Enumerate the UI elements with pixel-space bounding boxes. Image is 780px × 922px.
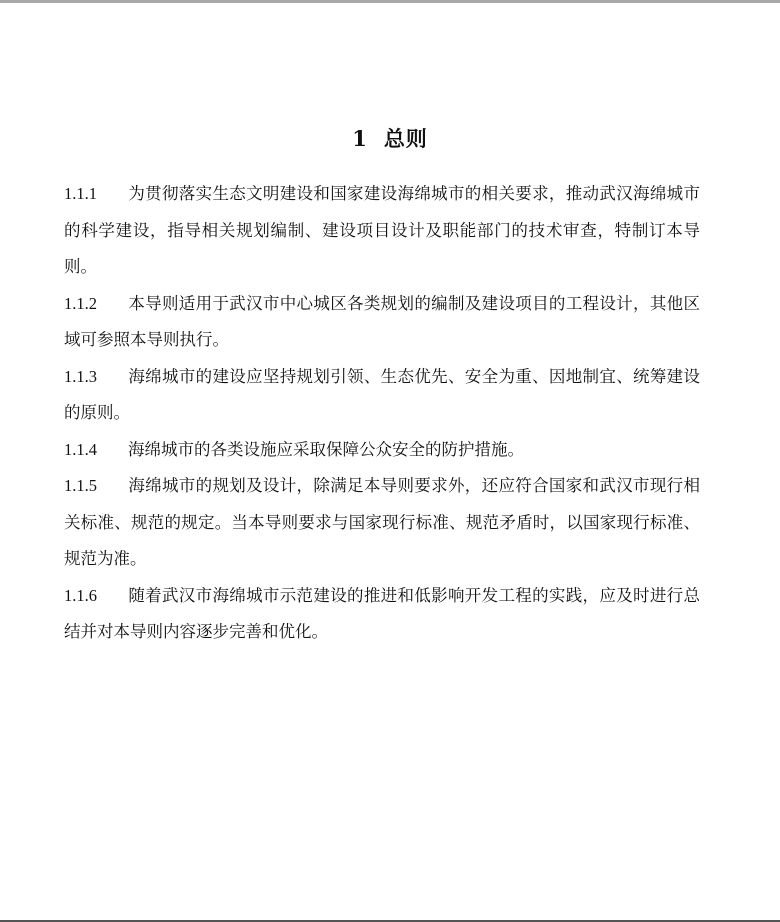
clause-1-1-2 [64, 286, 700, 359]
clause-number: 1.1.6 [64, 585, 97, 605]
chapter-number: 1 [352, 126, 368, 151]
clause-number: 1.1.1 [64, 184, 97, 203]
clause-list [64, 176, 700, 651]
clause-1-1-3 [64, 359, 700, 432]
clause-number: 1.1.2 [64, 293, 97, 313]
clause-1-1-5 [64, 468, 700, 578]
clause-text: 本导则适用于武汉市中心城区各类规划的编制及建设项目的工程设计，其他区域可参照本导则执行。 [64, 293, 700, 349]
clause-text: 海绵城市的建设应坚持规划引领、生态优先、安全为重、因地制宜、统筹建设的原则。 [64, 366, 700, 422]
clause-number: 1.1.5 [64, 476, 97, 495]
clause-text: 海绵城市的规划及设计，除满足本导则要求外，还应符合国家和武汉市现行相关标准、规范的规定。当本导则要求与国家现行标准、规范矛盾时，以国家现行标准、规范为准。 [64, 476, 700, 568]
clause-1-1-6 [64, 578, 700, 651]
chapter-heading [0, 123, 780, 153]
clause-number: 1.1.3 [64, 366, 97, 386]
clause-number: 1.1.4 [64, 439, 97, 459]
clause-text: 海绵城市的各类设施应采取保障公众安全的防护措施。 [128, 439, 524, 459]
clause-text: 随着武汉市海绵城市示范建设的推进和低影响开发工程的实践，应及时进行总结并对本导则内容逐步完善和优化。 [64, 585, 700, 641]
clause-text: 为贯彻落实生态文明建设和国家建设海绵城市的相关要求，推动武汉海绵城市的科学建设，指导相关规划编制、建设项目设计及职能部门的技术审查，特制订本导则。 [64, 184, 700, 276]
clause-1-1-1 [64, 176, 700, 286]
clause-1-1-4 [64, 432, 700, 469]
chapter-title: 总则 [383, 126, 428, 151]
